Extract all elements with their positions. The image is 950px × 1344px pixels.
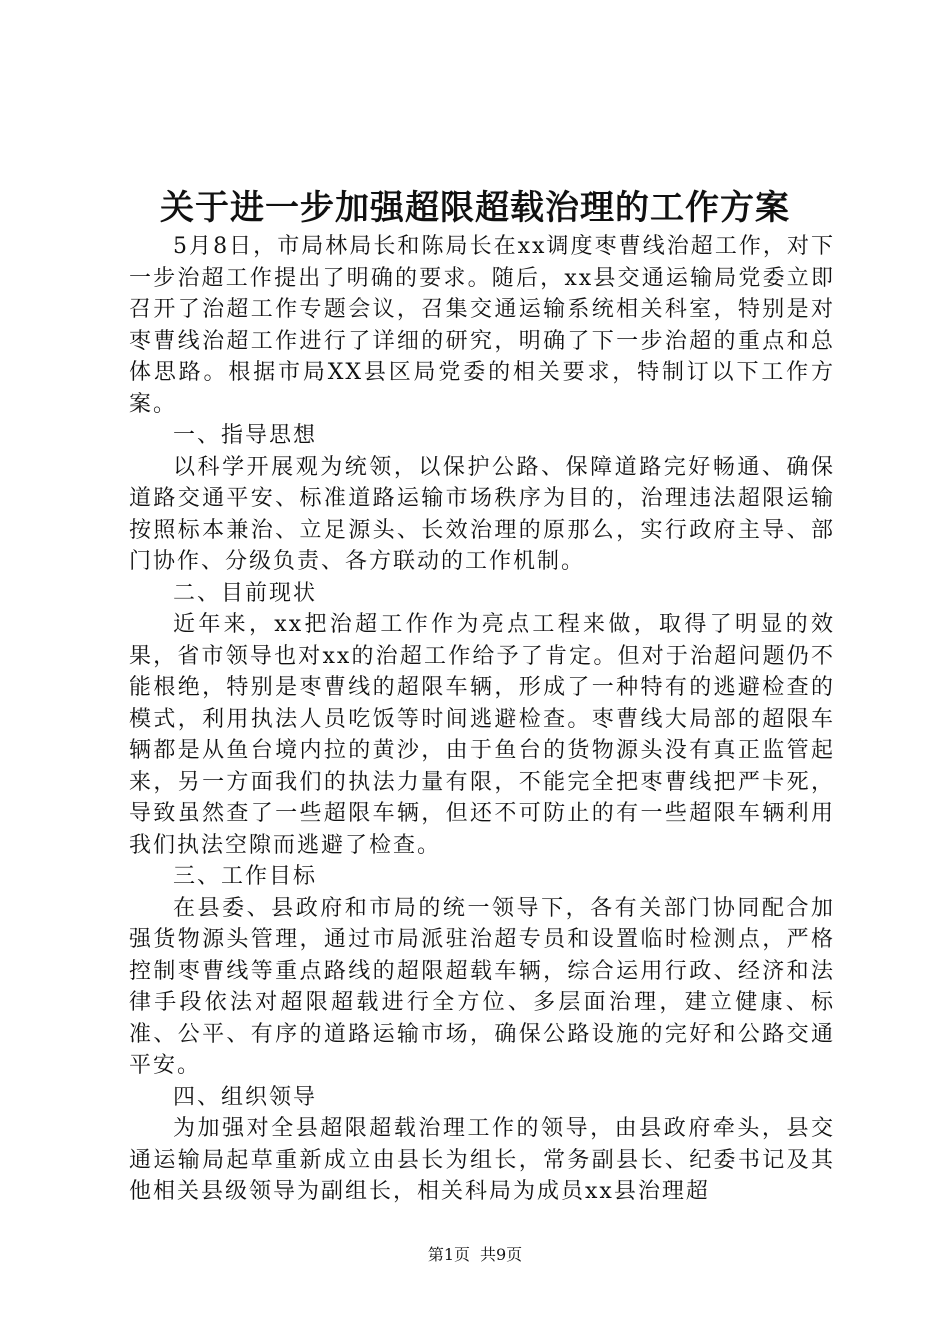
paragraph-guiding-thought: 以科学开展观为统领，以保护公路、保障道路完好畅通、确保道路交通平安、标准道路运输市场秩序为目的，治理违法超限运输按照标本兼治、立足源头、长效治理的原那么，实行政府主导、部门协作、分级负责、各方联动的工作机制。 <box>129 454 835 574</box>
paragraph-intro: 5月8日，市局林局长和陈局长在xx调度枣曹线治超工作，对下一步治超工作提出了明确的要求。随后，xx县交通运输局党委立即召开了治超工作专题会议，召集交通运输系统相关科室，特别是对枣曹线治超工作进行了详细的研究，明确了下一步治超的重点和总体思路。根据市局XX县区局党委的相关要求，特制订以下工作方案。 <box>129 234 835 417</box>
document-body <box>129 231 835 1208</box>
page-footer <box>0 1244 950 1266</box>
paragraph-organization: 为加强对全县超限超载治理工作的领导，由县政府牵头，县交通运输局起草重新成立由县长为组长，常务副县长、纪委书记及其他相关县级领导为副组长，相关科局为成员xx县治理超 <box>129 1116 835 1204</box>
page-number: 第1页 <box>427 1245 470 1264</box>
page-total: 共9页 <box>480 1245 523 1264</box>
section-heading-current-status: 二、目前现状 <box>173 580 318 606</box>
paragraph-current-status: 近年来，xx把治超工作作为亮点工程来做，取得了明显的效果，省市领导也对xx的治超工作给予了肯定。但对于治超问题仍不能根绝，特别是枣曹线的超限车辆，形成了一种特有的逃避检查的模式，利用执法人员吃饭等时间逃避检查。枣曹线大局部的超限车辆都是从鱼台境内拉的黄沙，由于鱼台的货物源头没有真正监管起来，另一方面我们的执法力量有限，不能完全把枣曹线把严卡死，导致虽然查了一些超限车辆，但还不可防止的有一些超限车辆利用我们执法空隙而逃避了检查。 <box>129 612 835 858</box>
document-title: 关于进一步加强超限超载治理的工作方案 <box>160 188 790 228</box>
section-heading-organization: 四、组织领导 <box>173 1084 318 1110</box>
paragraph-work-goals: 在县委、县政府和市局的统一领导下，各有关部门协同配合加强货物源头管理，通过市局派驻治超专员和设置临时检测点，严格控制枣曹线等重点路线的超限超载车辆，综合运用行政、经济和法律手段依法对超限超载进行全方位、多层面治理，建立健康、标准、公平、有序的道路运输市场，确保公路设施的完好和公路交通平安。 <box>129 895 835 1078</box>
section-heading-work-goals: 三、工作目标 <box>173 864 318 889</box>
section-heading-guiding-thought: 一、指导思想 <box>173 423 318 448</box>
